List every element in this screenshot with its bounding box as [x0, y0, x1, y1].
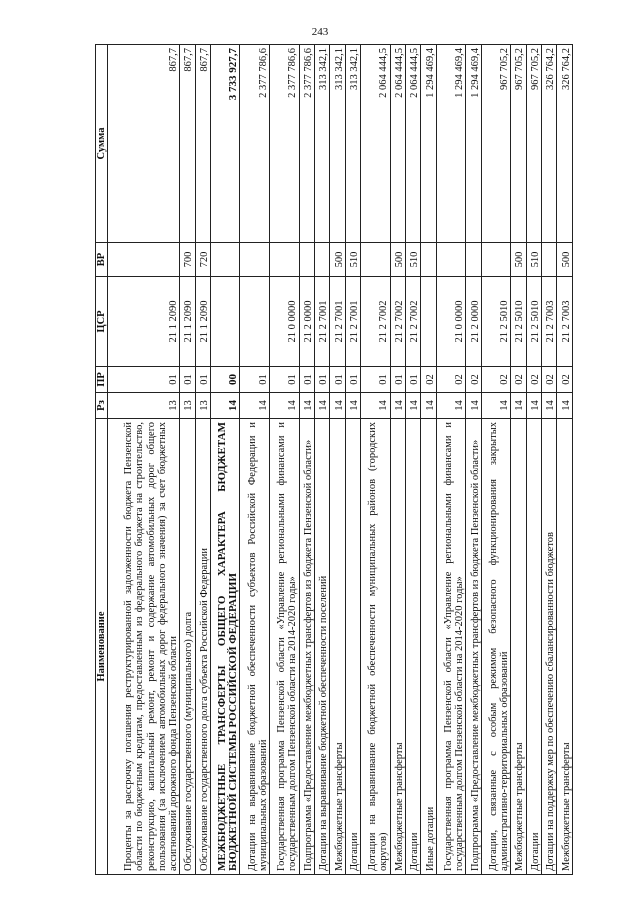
cell-rz: 14: [210, 393, 240, 419]
cell-vr: [108, 243, 180, 277]
cell-name: МЕЖБЮДЖЕТНЫЕ ТРАНСФЕРТЫ ОБЩЕГО ХАРАКТЕРА БЮДЖЕТАМ БЮДЖЕТНОЙ СИСТЕМЫ РОССИЙСКОЙ ФЕДЕРАЦИИ: [210, 419, 240, 875]
header-csr: ЦСР: [96, 277, 108, 367]
cell-csr: 21 2 7001: [314, 277, 329, 367]
cell-rz: 14: [361, 393, 391, 419]
table-row: [481, 45, 511, 875]
cell-vr: [299, 243, 314, 277]
cell-sum: 867,7: [195, 45, 210, 243]
cell-csr: 21 2 0000: [466, 277, 481, 367]
cell-sum: 326 764,2: [557, 45, 573, 243]
cell-vr: 510: [406, 243, 421, 277]
cell-vr: 510: [345, 243, 360, 277]
table-header-row: [96, 45, 108, 875]
table-row: [390, 45, 405, 875]
cell-pr: 00: [210, 367, 240, 393]
cell-vr: [542, 243, 557, 277]
cell-rz: 14: [270, 393, 300, 419]
cell-rz: 13: [180, 393, 195, 419]
cell-name: Межбюджетные трансферты: [330, 419, 345, 875]
table-row: [210, 45, 240, 875]
cell-pr: 02: [421, 367, 436, 393]
header-rz: Рз: [96, 393, 108, 419]
table-row: [270, 45, 300, 875]
cell-name: Межбюджетные трансферты: [511, 419, 526, 875]
cell-csr: 21 0 0000: [436, 277, 466, 367]
cell-vr: [314, 243, 329, 277]
page-number: 243: [311, 26, 329, 38]
cell-rz: 14: [406, 393, 421, 419]
cell-csr: 21 2 5010: [511, 277, 526, 367]
cell-name: Межбюджетные трансферты: [557, 419, 573, 875]
cell-pr: 01: [345, 367, 360, 393]
cell-rz: 14: [466, 393, 481, 419]
table-row: [406, 45, 421, 875]
cell-pr: 01: [240, 367, 270, 393]
cell-rz: 14: [345, 393, 360, 419]
cell-name: Дотации на выравнивание бюджетной обеспеченности муниципальных районов (городских округов): [361, 419, 391, 875]
table-row: [108, 45, 180, 875]
cell-csr: [421, 277, 436, 367]
cell-vr: 500: [330, 243, 345, 277]
cell-csr: 21 2 0000: [299, 277, 314, 367]
cell-sum: 313 342,1: [330, 45, 345, 243]
cell-vr: [361, 243, 391, 277]
table-row: [361, 45, 391, 875]
cell-rz: 14: [240, 393, 270, 419]
cell-rz: 13: [195, 393, 210, 419]
table-row: [436, 45, 466, 875]
cell-rz: 14: [436, 393, 466, 419]
header-sum: Сумма: [96, 45, 108, 243]
header-name: Наименование: [96, 419, 108, 875]
cell-csr: [240, 277, 270, 367]
cell-csr: 21 2 7001: [330, 277, 345, 367]
cell-name: Дотации: [406, 419, 421, 875]
cell-name: Дотации на поддержку мер по обеспечению сбалансированности бюджетов: [542, 419, 557, 875]
cell-csr: 21 2 7002: [361, 277, 391, 367]
cell-sum: 1 294 469,4: [436, 45, 466, 243]
cell-pr: 02: [557, 367, 573, 393]
cell-name: Дотации, связанные с особым режимом безопасного функционирования закрытых административно-территориальных образований: [481, 419, 511, 875]
table-row: [240, 45, 270, 875]
cell-pr: 02: [542, 367, 557, 393]
table-row: [466, 45, 481, 875]
table-row: [557, 45, 573, 875]
table-row: [526, 45, 541, 875]
table-row: [314, 45, 329, 875]
cell-vr: [436, 243, 466, 277]
cell-name: Дотации: [526, 419, 541, 875]
cell-csr: 21 2 5010: [481, 277, 511, 367]
cell-name: Государственная программа Пензенской области «Управление региональными финансами и государственным долгом Пензенской области на 2014-2020 годы»: [436, 419, 466, 875]
cell-rz: 14: [511, 393, 526, 419]
cell-csr: 21 2 7002: [390, 277, 405, 367]
cell-rz: 14: [526, 393, 541, 419]
cell-pr: 01: [406, 367, 421, 393]
cell-vr: 720: [195, 243, 210, 277]
cell-sum: 867,7: [180, 45, 195, 243]
table-row: [542, 45, 557, 875]
budget-table: [95, 44, 573, 875]
cell-sum: 2 064 444,5: [406, 45, 421, 243]
cell-pr: 02: [511, 367, 526, 393]
table-row: [330, 45, 345, 875]
cell-rz: 14: [299, 393, 314, 419]
cell-name: Дотации: [345, 419, 360, 875]
cell-csr: 21 2 7001: [345, 277, 360, 367]
cell-name: Иные дотации: [421, 419, 436, 875]
cell-rz: 13: [108, 393, 180, 419]
cell-name: Дотации на выравнивание бюджетной обеспеченности субъектов Российской Федерации и муниципальных образований: [240, 419, 270, 875]
cell-name: Дотации на выравнивание бюджетной обеспеченности поселений: [314, 419, 329, 875]
cell-rz: 14: [542, 393, 557, 419]
cell-rz: 14: [557, 393, 573, 419]
cell-name: Межбюджетные трансферты: [390, 419, 405, 875]
cell-pr: 02: [466, 367, 481, 393]
cell-pr: 02: [481, 367, 511, 393]
cell-sum: 313 342,1: [345, 45, 360, 243]
cell-pr: 01: [195, 367, 210, 393]
cell-vr: [240, 243, 270, 277]
cell-csr: 21 0 0000: [270, 277, 300, 367]
cell-name: Государственная программа Пензенской области «Управление региональными финансами и государственным долгом Пензенской области на 2014-2020 годы»: [270, 419, 300, 875]
cell-rz: 14: [481, 393, 511, 419]
cell-pr: 01: [270, 367, 300, 393]
cell-vr: [270, 243, 300, 277]
cell-sum: 2 064 444,5: [361, 45, 391, 243]
cell-rz: 14: [390, 393, 405, 419]
cell-sum: 2 377 786,6: [240, 45, 270, 243]
cell-pr: 01: [299, 367, 314, 393]
table-row: [299, 45, 314, 875]
cell-sum: 867,7: [108, 45, 180, 243]
cell-sum: 1 294 469,4: [466, 45, 481, 243]
cell-pr: 02: [526, 367, 541, 393]
cell-vr: 700: [180, 243, 195, 277]
cell-rz: 14: [314, 393, 329, 419]
cell-csr: 21 2 7003: [557, 277, 573, 367]
cell-csr: 21 1 2090: [195, 277, 210, 367]
cell-pr: 02: [436, 367, 466, 393]
table-row: [511, 45, 526, 875]
cell-vr: [421, 243, 436, 277]
cell-rz: 14: [330, 393, 345, 419]
table-row: [195, 45, 210, 875]
cell-sum: 2 064 444,5: [390, 45, 405, 243]
cell-pr: 01: [180, 367, 195, 393]
cell-sum: 2 377 786,6: [299, 45, 314, 243]
table-row: [421, 45, 436, 875]
rotated-table-container: [95, 45, 573, 875]
cell-name: Проценты за рассрочку погашения реструктурированной задолженности бюджета Пензенской области по бюджетным кредитам, предоставленным из федерального бюджета на строительство, реконструкцию, капитальный ремонт, ремонт и содержание автомобильных дорог общего пользования (за исключением автомобильных дорог федерального значения) за счет бюджетных ассигнований дорожного фонда Пензенской области: [108, 419, 180, 875]
cell-rz: 14: [421, 393, 436, 419]
header-vr: ВР: [96, 243, 108, 277]
cell-csr: 21 2 5010: [526, 277, 541, 367]
cell-vr: 500: [511, 243, 526, 277]
cell-vr: [210, 243, 240, 277]
cell-pr: 01: [330, 367, 345, 393]
table-row: [345, 45, 360, 875]
header-pr: ПР: [96, 367, 108, 393]
cell-pr: 01: [314, 367, 329, 393]
cell-csr: 21 1 2090: [180, 277, 195, 367]
cell-sum: 967 705,2: [481, 45, 511, 243]
cell-vr: 500: [557, 243, 573, 277]
cell-pr: 01: [361, 367, 391, 393]
cell-sum: 3 733 927,7: [210, 45, 240, 243]
cell-name: Обслуживание государственного долга субъекта Российской Федерации: [195, 419, 210, 875]
cell-csr: 21 1 2090: [108, 277, 180, 367]
cell-csr: [210, 277, 240, 367]
table-row: [180, 45, 195, 875]
cell-sum: 313 342,1: [314, 45, 329, 243]
table-body: [108, 45, 573, 875]
cell-sum: 2 377 786,6: [270, 45, 300, 243]
cell-name: Подпрограмма «Предоставление межбюджетных трансфертов из бюджета Пензенской области»: [466, 419, 481, 875]
cell-pr: 01: [390, 367, 405, 393]
cell-vr: [466, 243, 481, 277]
cell-vr: 510: [526, 243, 541, 277]
cell-sum: 326 764,2: [542, 45, 557, 243]
cell-sum: 967 705,2: [526, 45, 541, 243]
cell-sum: 967 705,2: [511, 45, 526, 243]
cell-vr: [481, 243, 511, 277]
cell-name: Обслуживание государственного (муниципального) долга: [180, 419, 195, 875]
cell-sum: 1 294 469,4: [421, 45, 436, 243]
cell-name: Подпрограмма «Предоставление межбюджетных трансфертов из бюджета Пензенской области»: [299, 419, 314, 875]
cell-pr: 01: [108, 367, 180, 393]
cell-csr: 21 2 7002: [406, 277, 421, 367]
cell-vr: 500: [390, 243, 405, 277]
cell-csr: 21 2 7003: [542, 277, 557, 367]
